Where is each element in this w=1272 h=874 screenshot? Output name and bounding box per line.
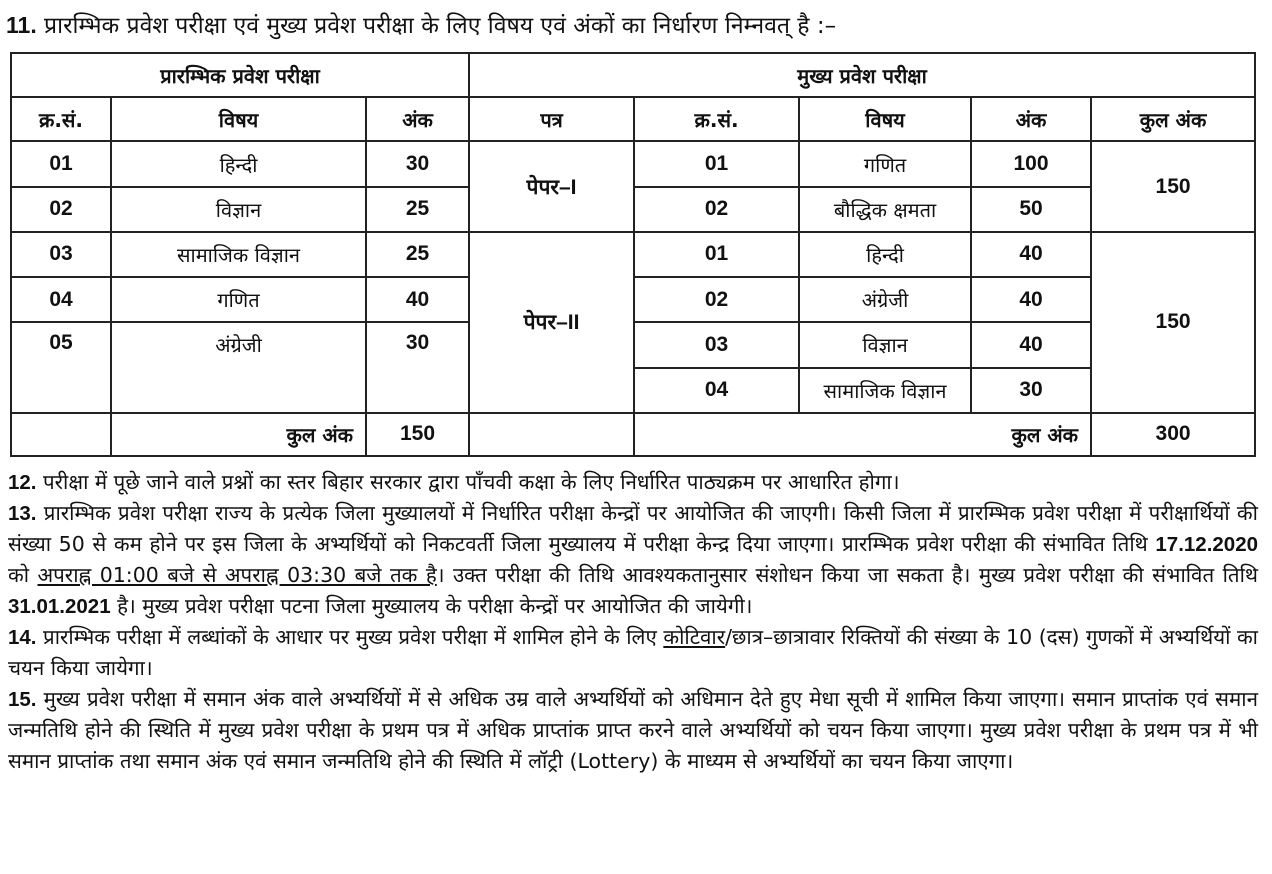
col-header-total-marks: कुल अंक (1091, 97, 1255, 141)
empty-cell (11, 413, 111, 456)
prelim-marks: 40 (366, 277, 469, 322)
clause-text: । उक्त परीक्षा की तिथि आवश्यकतानुसार संशोधन किया जा सकता है। मुख्य प्रवेश परीक्षा की संभावित तिथि (436, 563, 1258, 587)
main-subject: सामाजिक विज्ञान (799, 368, 971, 413)
prelim-exam-title: प्रारम्भिक प्रवेश परीक्षा (11, 53, 469, 97)
clause-14 (8, 622, 1258, 684)
clause-number: 12. (8, 471, 37, 494)
col-header-main-subject: विषय (799, 97, 971, 141)
table-row (11, 141, 1255, 186)
total-row (11, 413, 1255, 456)
main-marks: 30 (971, 368, 1091, 413)
marks-table (10, 52, 1256, 457)
clauses (8, 467, 1258, 777)
clause-text: है। मुख्य प्रवेश परीक्षा पटना जिला मुख्यालय के परीक्षा केन्द्रों पर आयोजित की जायेगी। (110, 594, 753, 618)
main-sn: 04 (634, 368, 799, 413)
clause-number: 13. (8, 502, 37, 525)
clause-text: /छात्र–छात्रावार रिक्तियों की संख्या के 10 (दस) गुणकों में अभ्यर्थियों का चयन किया जायेगा। (8, 625, 1258, 680)
main-subject: अंग्रेजी (799, 277, 971, 322)
main-total-label: कुल अंक (634, 413, 1091, 456)
col-header-prelim-marks: अंक (366, 97, 469, 141)
main-marks: 40 (971, 277, 1091, 322)
col-header-prelim-sn: क्र.सं. (11, 97, 111, 141)
main-subject: गणित (799, 141, 971, 186)
clause-number: 15. (8, 688, 37, 711)
prelim-sn: 01 (11, 141, 111, 186)
main-marks: 100 (971, 141, 1091, 186)
main-subject: हिन्दी (799, 232, 971, 277)
clause-15 (8, 684, 1258, 777)
main-sn: 02 (634, 187, 799, 232)
prelim-subject: अंग्रेजी (111, 322, 366, 412)
main-sn: 01 (634, 232, 799, 277)
prelim-sn: 03 (11, 232, 111, 277)
col-header-prelim-subject: विषय (111, 97, 366, 141)
prelim-exam-date: 17.12.2020 (1155, 533, 1258, 556)
paper-1-name: पेपर–I (469, 141, 634, 231)
clause-number: 14. (8, 626, 37, 649)
prelim-total-label: कुल अंक (111, 413, 366, 456)
prelim-marks: 30 (366, 141, 469, 186)
prelim-total: 150 (366, 413, 469, 456)
main-sn: 02 (634, 277, 799, 322)
prelim-sn: 05 (11, 322, 111, 412)
main-exam-title: मुख्य प्रवेश परीक्षा (469, 53, 1255, 97)
paper-2-name: पेपर–II (469, 232, 634, 413)
clause-text: मुख्य प्रवेश परीक्षा में समान अंक वाले अभ्यर्थियों में से अधिक उम्र वाले अभ्यर्थियों को अधिमान देते हुए मेधा सूची में शामिल किया जाएगा। समान प्राप्तांक एवं समान जन्मतिथि होने की स्थिति में मुख्य प्रवेश परीक्षा के प्रथम पत्र में अधिक प्राप्तांक प्राप्त करने वाले अभ्यर्थियों को चयन किया जाएगा। मुख्य प्रवेश परीक्षा के प्रथम पत्र में भी समान प्राप्तांक तथा समान अंक एवं समान जन्मतिथि होने की स्थिति में लॉट्री (Lottery) के माध्यम से अभ्यर्थियों का चयन किया जाएगा। (8, 687, 1258, 773)
section-heading (6, 5, 836, 46)
main-sn: 01 (634, 141, 799, 186)
clause-text: को (8, 563, 38, 587)
prelim-subject: गणित (111, 277, 366, 322)
clause-text: परीक्षा में पूछे जाने वाले प्रश्नों का स्तर बिहार सरकार द्वारा पाँचवी कक्षा के लिए निर्धारित पाठ्यक्रम पर आधारित होगा। (43, 470, 900, 494)
clause-text: प्रारम्भिक परीक्षा में लब्धांकों के आधार पर मुख्य प्रवेश परीक्षा में शामिल होने के लिए (43, 625, 664, 649)
prelim-sn: 04 (11, 277, 111, 322)
main-subject: बौद्धिक क्षमता (799, 187, 971, 232)
prelim-marks: 25 (366, 187, 469, 232)
main-total: 300 (1091, 413, 1255, 456)
prelim-exam-time: अपराह्न 01:00 बजे से अपराह्न 03:30 बजे तक है (37, 563, 437, 587)
empty-cell (469, 413, 634, 456)
col-header-main-sn: क्र.सं. (634, 97, 799, 141)
prelim-subject: सामाजिक विज्ञान (111, 232, 366, 277)
table-row (11, 232, 1255, 277)
main-sn: 03 (634, 322, 799, 367)
category-wise-term: कोटिवार (663, 625, 726, 649)
main-marks: 50 (971, 187, 1091, 232)
clause-13 (8, 498, 1258, 622)
heading-text: प्रारम्भिक प्रवेश परीक्षा एवं मुख्य प्रवेश परीक्षा के लिए विषय एवं अंकों का निर्धारण निम्नवत् है :– (44, 13, 837, 39)
heading-number: 11. (6, 12, 37, 38)
prelim-marks: 25 (366, 232, 469, 277)
main-marks: 40 (971, 322, 1091, 367)
col-header-paper: पत्र (469, 97, 634, 141)
paper-2-total: 150 (1091, 232, 1255, 413)
paper-1-total: 150 (1091, 141, 1255, 231)
main-exam-date: 31.01.2021 (8, 595, 111, 618)
prelim-sn: 02 (11, 187, 111, 232)
prelim-subject: हिन्दी (111, 141, 366, 186)
prelim-subject: विज्ञान (111, 187, 366, 232)
main-subject: विज्ञान (799, 322, 971, 367)
clause-12 (8, 467, 1258, 498)
prelim-marks: 30 (366, 322, 469, 412)
col-header-main-marks: अंक (971, 97, 1091, 141)
clause-text: प्रारम्भिक प्रवेश परीक्षा राज्य के प्रत्येक जिला मुख्यालयों में निर्धारित परीक्षा केन्द्रों पर आयोजित की जाएगी। किसी जिला में प्रारम्भिक प्रवेश परीक्षा में परीक्षार्थियों की संख्या 50 से कम होने पर इस जिला के अभ्यर्थियों को निकटवर्ती जिला मुख्यालय में परीक्षा केन्द्र दिया जाएगा। प्रारम्भिक प्रवेश परीक्षा की संभावित तिथि (8, 501, 1258, 556)
main-marks: 40 (971, 232, 1091, 277)
